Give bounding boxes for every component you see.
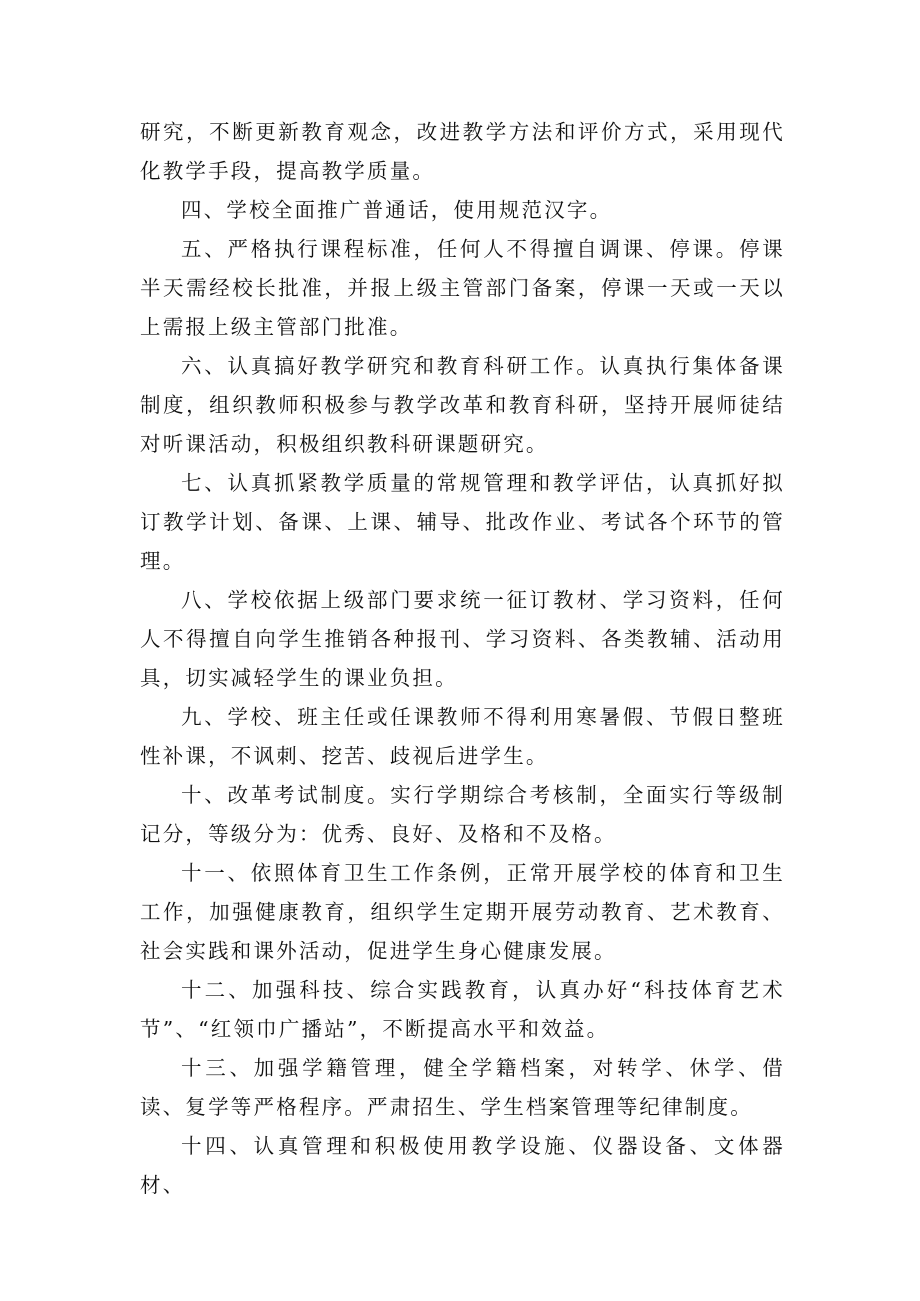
paragraph-item-10: 十、改革考试制度。实行学期综合考核制，全面实行等级制记分，等级分为：优秀、良好、及格和不及格。 <box>140 783 785 846</box>
paragraph-item-8: 八、学校依据上级部门要求统一征订教材、学习资料，任何人不得擅自向学生推销各种报刊、学习资料、各类教辅、活动用具，切实减轻学生的课业负担。 <box>140 588 785 690</box>
paragraph-continuation: 研究，不断更新教育观念，改进教学方法和评价方式，采用现代化教学手段，提高教学质量。 <box>140 120 785 183</box>
paragraph-item-5: 五、严格执行课程标准，任何人不得擅自调课、停课。停课半天需经校长批准，并报上级主管部门备案，停课一天或一天以上需报上级主管部门批准。 <box>140 237 785 339</box>
paragraph-item-9: 九、学校、班主任或任课教师不得利用寒暑假、节假日整班性补课，不讽刺、挖苦、歧视后进学生。 <box>140 705 785 768</box>
paragraph-item-11: 十一、依照体育卫生工作条例，正常开展学校的体育和卫生工作，加强健康教育，组织学生定期开展劳动教育、艺术教育、社会实践和课外活动，促进学生身心健康发展。 <box>140 861 785 963</box>
paragraph-item-12: 十二、加强科技、综合实践教育，认真办好“科技体育艺术节”、“红领巾广播站”，不断提高水平和效益。 <box>140 978 785 1041</box>
document-page <box>140 113 785 1205</box>
paragraph-item-4: 四、学校全面推广普通话，使用规范汉字。 <box>181 198 613 222</box>
paragraph-item-13: 十三、加强学籍管理，健全学籍档案，对转学、休学、借读、复学等严格程序。严肃招生、学生档案管理等纪律制度。 <box>140 1056 785 1119</box>
paragraph-item-7: 七、认真抓紧教学质量的常规管理和教学评估，认真抓好拟订教学计划、备课、上课、辅导、批改作业、考试各个环节的管理。 <box>140 471 785 573</box>
paragraph-item-6: 六、认真搞好教学研究和教育科研工作。认真执行集体备课制度，组织教师积极参与教学改革和教育科研，坚持开展师徒结对听课活动，积极组织教科研课题研究。 <box>140 354 785 456</box>
paragraph-item-14: 十四、认真管理和积极使用教学设施、仪器设备、文体器材、 <box>140 1134 785 1197</box>
